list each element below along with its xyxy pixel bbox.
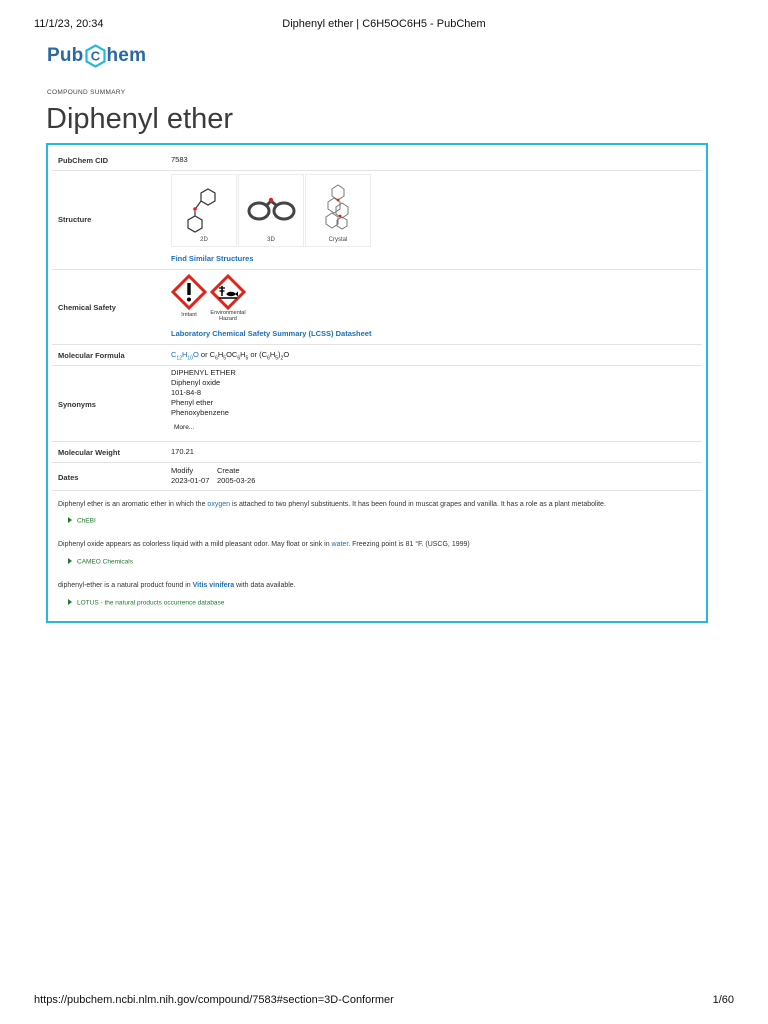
- synonyms-list: [171, 368, 236, 433]
- compound-summary-kicker: COMPOUND SUMMARY: [47, 89, 126, 96]
- print-url: https://pubchem.ncbi.nlm.nih.gov/compound/7583#section=3D-Conformer: [34, 994, 394, 1006]
- source-cameo-toggle[interactable]: CAMEO Chemicals: [68, 558, 133, 566]
- synonym-item: Diphenyl oxide: [171, 378, 221, 387]
- structure-3d-tile[interactable]: [238, 174, 304, 247]
- logo-hex-letter: C: [90, 48, 100, 64]
- logo-text-pub: Pub: [47, 45, 84, 66]
- synonyms-row: [52, 365, 702, 442]
- molecular-formula-value: $C_{12}H_{10}O$ or $C_6H_5OC_6H_5$ or $(C_6H_5)_2O$: [171, 350, 290, 362]
- lcss-datasheet-link[interactable]: Laboratory Chemical Safety Summary (LCSS) Datasheet: [171, 329, 372, 338]
- cid-value: 7583: [171, 155, 188, 164]
- molecular-formula-label: Molecular Formula: [58, 351, 125, 360]
- dates-modify: [171, 466, 209, 486]
- dates-create: [217, 466, 255, 486]
- create-label: Create: [217, 466, 240, 475]
- print-page-number: 1/60: [712, 994, 734, 1006]
- create-date: 2005-03-26: [217, 476, 256, 485]
- expand-triangle-icon: [68, 558, 72, 564]
- oxygen-link[interactable]: oxygen: [207, 501, 230, 508]
- dates-row: [52, 462, 702, 491]
- modify-date: 2023-01-07: [171, 476, 210, 485]
- synonyms-more-button[interactable]: More...: [174, 424, 195, 431]
- structure-2d-image: [178, 181, 230, 233]
- hexagon-logo-icon: [85, 44, 106, 68]
- print-date: 11/1/23, 20:34: [34, 18, 104, 30]
- expand-triangle-icon: [68, 517, 72, 523]
- molecular-weight-label: Molecular Weight: [58, 448, 120, 457]
- description-cameo: Diphenyl oxide appears as colorless liquid with a mild pleasant odor. May float or sink in water. Freezing point is 81 °F. (USCG, 1999): [58, 541, 470, 548]
- structure-2d-tile[interactable]: [171, 174, 237, 247]
- molecular-weight-row: [52, 441, 702, 463]
- pubchem-logo[interactable]: [47, 44, 146, 68]
- page-title: Diphenyl ether: [46, 103, 233, 135]
- cid-row: [52, 149, 702, 171]
- structure-3d-caption: 3D: [267, 237, 275, 243]
- structure-label: Structure: [58, 215, 92, 224]
- water-link[interactable]: water: [331, 541, 349, 548]
- description-lotus: diphenyl-ether is a natural product found in Vitis vinifera with data available.: [58, 582, 296, 589]
- environmental-hazard-caption: Environmental Hazard: [210, 310, 246, 322]
- environment-hazard-icon[interactable]: [210, 274, 246, 310]
- molecular-formula-row: [52, 344, 702, 366]
- dates-label: Dates: [58, 473, 79, 482]
- formula-alt-1: $C_6H_5OC_6H_5$: [209, 350, 249, 362]
- logo-text-hem: hem: [106, 45, 147, 66]
- source-chebi-toggle[interactable]: ChEBI: [68, 517, 96, 525]
- source-lotus-toggle[interactable]: LOTUS - the natural products occurrence database: [68, 599, 224, 607]
- formula-alt-2: $(C_6H_5)_2O$: [259, 350, 290, 362]
- synonym-item: DIPHENYL ETHER: [171, 368, 236, 377]
- structure-3d-image: [245, 181, 297, 233]
- synonym-item: Phenoxybenzene: [171, 408, 229, 417]
- structure-crystal-caption: Crystal: [328, 237, 348, 243]
- chemical-safety-row: [52, 269, 702, 345]
- find-similar-structures-link[interactable]: Find Similar Structures: [171, 254, 254, 263]
- synonyms-label: Synonyms: [58, 400, 96, 409]
- structure-2d-caption: 2D: [200, 237, 208, 243]
- chemical-safety-label: Chemical Safety: [58, 303, 116, 312]
- modify-label: Modify: [171, 466, 194, 475]
- molecular-weight-value: 170.21: [171, 447, 194, 456]
- formula-c12h10o-link[interactable]: $C_{12}H_{10}O$: [171, 350, 199, 362]
- structure-crystal-tile[interactable]: [305, 174, 371, 247]
- print-title: Diphenyl ether | C6H5OC6H5 - PubChem: [282, 18, 486, 30]
- vitis-vinifera-link[interactable]: Vitis vinifera: [192, 582, 235, 589]
- expand-triangle-icon: [68, 599, 72, 605]
- structure-crystal-image: [312, 181, 364, 233]
- irritant-caption: Irritant: [181, 312, 197, 318]
- summary-card: [46, 143, 708, 623]
- exclamation-mark-icon[interactable]: [171, 274, 207, 310]
- structure-row: [52, 170, 702, 270]
- synonym-item: Phenyl ether: [171, 398, 214, 407]
- synonym-item: 101-84-8: [171, 388, 202, 397]
- cid-label: PubChem CID: [58, 156, 109, 165]
- description-chebi: Diphenyl ether is an aromatic ether in which the oxygen is attached to two phenyl substituents. It has been found in muscat grapes and vanilla. It has a role as a plant metabolite.: [58, 501, 606, 508]
